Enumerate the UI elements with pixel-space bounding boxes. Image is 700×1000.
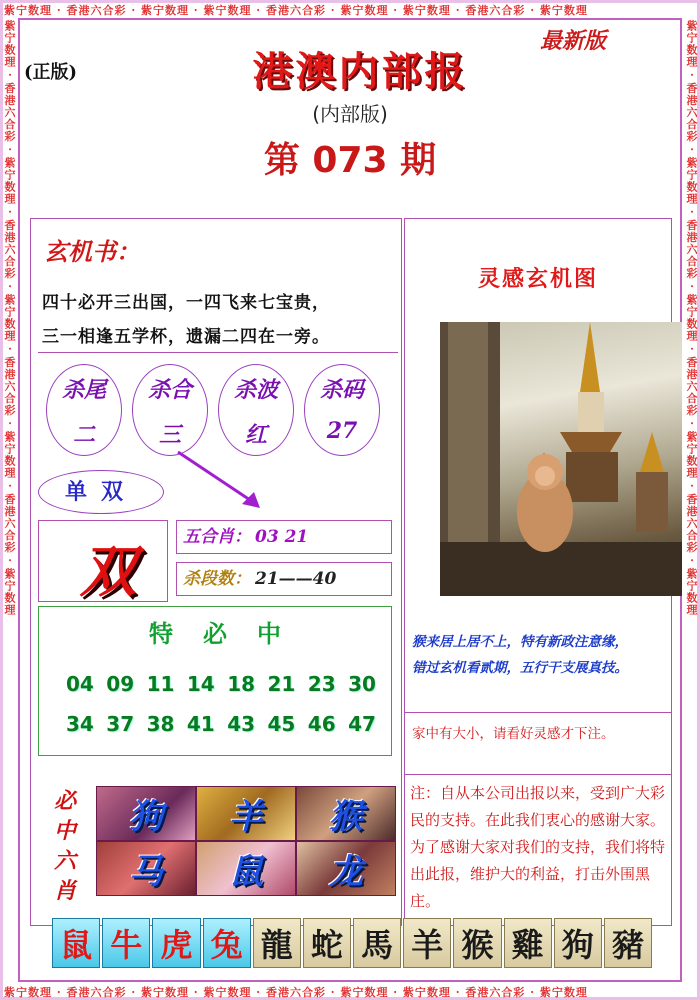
special-row-1 (66, 672, 376, 696)
kill-range-label: 杀段数： (183, 569, 251, 589)
zodiac-photo-label: 狗 (129, 797, 163, 837)
frame-right-text: 紫宁数理 · 香港六合彩 · 紫宁数理 · 香港六合彩 · 紫宁数理 · 香港六合彩 · 紫宁数理 · 香港六合彩 · 紫宁数理 (685, 20, 698, 616)
riddle-title: 玄机书： (44, 237, 140, 266)
divider (404, 774, 672, 775)
five-combo-label: 五合肖： (183, 527, 251, 547)
special-number: 30 (348, 672, 376, 696)
zodiac-bar-item: 雞 (504, 918, 552, 968)
special-title: 特必中 (149, 619, 311, 648)
zodiac-photo-label: 猴 (329, 797, 363, 837)
zodiac-photo-cell (197, 842, 295, 895)
notice-text: 注：自从本公司出报以来，受到广大彩民的支持。在此我们衷心的感谢大家。为了感谢大家对我们的支持，我们将特出此报，维护大的利益，打击外围黑庄。 (410, 784, 666, 910)
special-number: 11 (146, 672, 175, 696)
page-subtitle: (内部版) (312, 102, 388, 126)
zodiac-photo-label: 鼠 (229, 852, 263, 892)
oval-kill-number (304, 364, 380, 456)
special-number: 45 (267, 712, 296, 736)
special-number: 43 (227, 712, 256, 736)
edition-label-right: 最新版 (540, 28, 607, 54)
special-number: 09 (106, 672, 135, 696)
oval-label: 杀尾 (61, 377, 106, 403)
special-number: 14 (186, 672, 215, 696)
issue-number: 第 073 期 (263, 140, 437, 181)
mystery-poem-1: 猴来居上居不上，特有新政注意缘， (412, 634, 628, 650)
zodiac-bar (52, 918, 652, 968)
special-number: 38 (146, 712, 175, 736)
zodiac-photo-label: 羊 (229, 797, 263, 837)
oval-label: 杀合 (147, 377, 192, 403)
zodiac-photo-label: 龙 (329, 852, 363, 892)
oval-value: 27 (326, 418, 358, 444)
riddle-line-2: 三一相逢五学杯，遗漏二四在一旁。 (42, 327, 330, 347)
oval-value: 三 (158, 422, 181, 448)
oval-value: 红 (244, 422, 267, 448)
zodiac-photo-label: 马 (129, 852, 163, 892)
oval-kill-wave (218, 364, 294, 456)
frame-top-text: 紫宁数理 · 香港六合彩 · 紫宁数理 · 紫宁数理 · 香港六合彩 · 紫宁数理 · 紫宁数理 · 香港六合彩 · 紫宁数理 (4, 4, 588, 17)
zodiac-bar-item: 龍 (253, 918, 301, 968)
must-six-label: 必中六肖 (53, 788, 76, 904)
oval-kill-tail (46, 364, 122, 456)
special-number: 46 (307, 712, 336, 736)
zodiac-bar-item: 鼠 (52, 918, 100, 968)
oval-kill-combo (132, 364, 208, 456)
odd-even-oval: 单双 (38, 470, 164, 514)
special-number: 41 (186, 712, 215, 736)
five-combo-box (176, 520, 392, 554)
zodiac-bar-item: 羊 (403, 918, 451, 968)
zodiac-photo-grid (96, 786, 396, 896)
divider (38, 352, 398, 353)
riddle-line-1: 四十必开三出国，一四飞来七宝贵， (42, 293, 330, 313)
oval-value: 二 (72, 422, 95, 448)
special-number: 47 (348, 712, 376, 736)
mystery-poem-2: 错过玄机看贰期，五行干支展真技。 (412, 660, 628, 676)
special-number: 34 (66, 712, 94, 736)
zodiac-photo-cell (97, 842, 195, 895)
oval-label: 杀波 (233, 377, 278, 403)
mystery-title: 灵感玄机图 (477, 266, 598, 292)
zodiac-photo-cell (297, 842, 395, 895)
zodiac-bar-item: 兔 (203, 918, 251, 968)
zodiac-bar-item: 豬 (604, 918, 652, 968)
special-number: 04 (66, 672, 94, 696)
edition-label-left: (正版) (24, 62, 78, 83)
zodiac-photo-cell (197, 787, 295, 840)
mystery-note: 家中有大小，请看好灵感才下注。 (412, 726, 615, 742)
zodiac-photo-cell (297, 787, 395, 840)
oval-label: 杀码 (319, 377, 364, 403)
zodiac-bar-item: 牛 (102, 918, 150, 968)
mystery-picture (440, 322, 682, 596)
frame-left-text: 紫宁数理 · 香港六合彩 · 紫宁数理 · 香港六合彩 · 紫宁数理 · 香港六合彩 · 紫宁数理 · 香港六合彩 · 紫宁数理 (3, 20, 16, 616)
special-number: 18 (227, 672, 256, 696)
page-title: 港澳内部报 (252, 48, 468, 95)
big-char: 双 (80, 539, 136, 605)
five-combo-value: 03 21 (255, 527, 309, 547)
zodiac-bar-item: 馬 (353, 918, 401, 968)
special-number: 21 (267, 672, 296, 696)
arrow-icon (170, 448, 270, 518)
kill-range-value: 21——40 (255, 569, 337, 589)
kill-range-box (176, 562, 392, 596)
special-row-2 (66, 712, 376, 736)
zodiac-bar-item: 虎 (152, 918, 200, 968)
zodiac-bar-item: 狗 (554, 918, 602, 968)
frame-bottom-text: 紫宁数理 · 香港六合彩 · 紫宁数理 · 紫宁数理 · 香港六合彩 · 紫宁数理 · 紫宁数理 · 香港六合彩 · 紫宁数理 (4, 986, 588, 999)
divider (404, 712, 672, 713)
zodiac-bar-item: 蛇 (303, 918, 351, 968)
monkey-temple-image (440, 322, 682, 596)
special-number: 23 (307, 672, 336, 696)
zodiac-bar-item: 猴 (453, 918, 501, 968)
special-number: 37 (106, 712, 135, 736)
zodiac-photo-cell (97, 787, 195, 840)
